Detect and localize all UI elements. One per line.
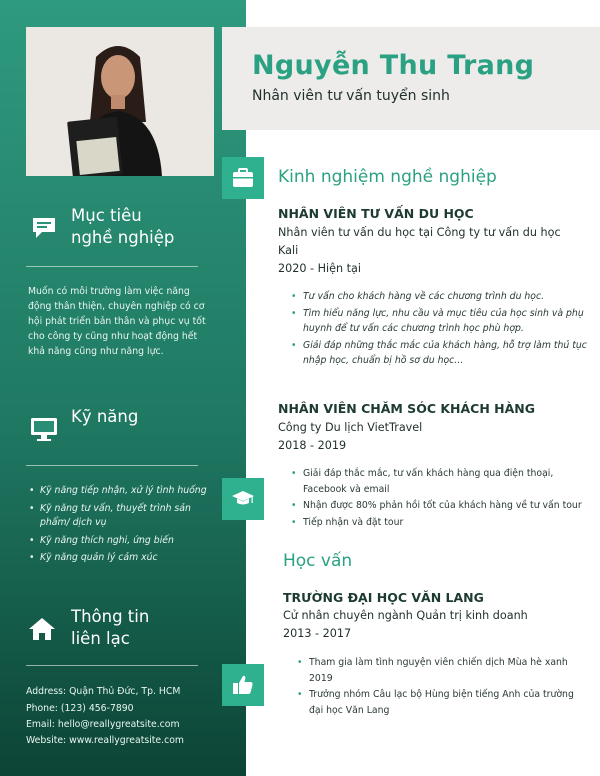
job-bullet: • Tư vấn cho khách hàng về các chương trình du học.: [303, 289, 589, 305]
job-bullets: [290, 466, 589, 531]
job-bullet: • Nhận được 80% phản hồi tốt của khách hàng về tư vấn tour: [303, 498, 589, 514]
objective-title-line2: nghề nghiệp: [71, 228, 175, 247]
job-period: 2020 - Hiện tại: [278, 262, 362, 275]
job-bullets: [290, 289, 589, 370]
school-name: TRƯỜNG ĐẠI HỌC VĂN LANG: [283, 590, 484, 605]
education-title: Học vấn: [283, 551, 353, 571]
candidate-name: Nguyễn Thu Trang: [252, 50, 535, 81]
contact-phone: Phone: (123) 456-7890: [26, 703, 134, 714]
monitor-icon: [29, 416, 59, 446]
skill-item: • Kỹ năng tiếp nhận, xử lý tình huống: [40, 484, 216, 499]
contact-website[interactable]: Website: www.reallygreatsite.com: [26, 735, 184, 746]
job-role: NHÂN VIÊN TƯ VẤN DU HỌC: [278, 206, 474, 221]
job-bullet: • Tìm hiểu năng lực, nhu cầu và mục tiêu của học sinh và phụ huynh để tư vấn các chương trình học phù hợp.: [303, 306, 589, 337]
education-bullet: • Trưởng nhóm Câu lạc bộ Hùng biện tiếng Anh của trường đại học Văn Lang: [309, 687, 589, 718]
objective-title-line1: Mục tiêu: [71, 206, 142, 225]
thumbs-up-icon: [222, 664, 264, 706]
sidebar: [0, 0, 246, 776]
divider: [26, 465, 198, 466]
job-bullet: • Giải đáp những thắc mắc của khách hàng, hỗ trợ làm thủ tục nhập học, chuẩn bị hồ sơ du học...: [303, 338, 589, 369]
chat-bubble-icon: [31, 216, 57, 244]
job-period: 2018 - 2019: [278, 439, 347, 452]
divider: [26, 665, 198, 666]
skill-item: • Kỹ năng quản lý cảm xúc: [40, 551, 216, 566]
education-bullet: • Tham gia làm tình nguyện viên chiến dịch Mùa hè xanh 2019: [309, 655, 589, 686]
graduation-cap-icon: [222, 478, 264, 520]
skills-list: [28, 484, 216, 569]
skill-item: • Kỹ năng tư vấn, thuyết trình sản phẩm/ dịch vụ: [40, 502, 216, 531]
skill-item: • Kỹ năng thích nghi, ứng biến: [40, 534, 216, 549]
profile-photo-image: [26, 27, 214, 176]
objective-text: Muốn có môi trường làm việc năng động thân thiện, chuyên nghiệp có cơ hội phát triển bản thân và phục vụ tốt cho công ty cũng như hoạt động hết khả năng cũng như năng lực.: [28, 286, 206, 357]
contact-title: [71, 606, 149, 650]
job-role: NHÂN VIÊN CHĂM SÓC KHÁCH HÀNG: [278, 401, 536, 416]
home-icon: [27, 616, 57, 646]
degree: Cử nhân chuyên ngành Quản trị kinh doanh: [283, 609, 528, 622]
briefcase-icon: [222, 157, 264, 199]
job-company: Nhân viên tư vấn du học tại Công ty tư vấn du học Kali: [278, 226, 561, 257]
contact-title-line1: Thông tin: [71, 607, 150, 626]
contact-email[interactable]: Email: hello@reallygreatsite.com: [26, 719, 180, 730]
education-period: 2013 - 2017: [283, 627, 352, 640]
skills-title: Kỹ năng: [71, 407, 139, 426]
divider: [26, 266, 198, 267]
contact-title-line2: liên lạc: [71, 629, 130, 648]
job-company: Công ty Du lịch VietTravel: [278, 421, 423, 434]
education-bullets: [296, 655, 589, 719]
candidate-title: Nhân viên tư vấn tuyển sinh: [252, 88, 450, 104]
job-bullet: • Tiếp nhận và đặt tour: [303, 515, 589, 531]
objective-title: [71, 205, 174, 249]
experience-title: Kinh nghiệm nghề nghiệp: [278, 167, 497, 187]
contact-address: Address: Quận Thủ Đức, Tp. HCM: [26, 686, 181, 697]
job-bullet: • Giải đáp thắc mắc, tư vấn khách hàng qua điện thoại, Facebook và email: [303, 466, 589, 497]
profile-photo: [26, 27, 214, 176]
